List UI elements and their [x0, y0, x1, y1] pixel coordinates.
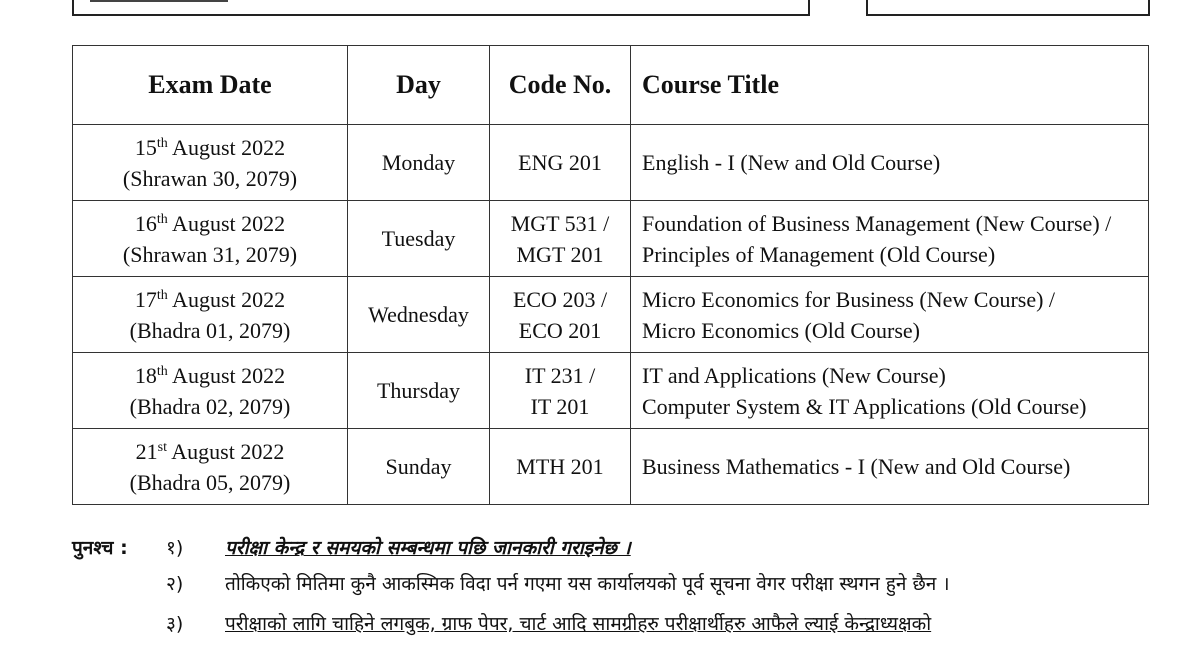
date-day: 15	[134, 134, 157, 160]
exam-date-english	[73, 436, 347, 467]
note-item	[72, 570, 1172, 606]
header-code-no: Code No.	[490, 46, 631, 125]
date-month-year: August 2022	[166, 438, 285, 464]
code-line: MGT 201	[516, 241, 604, 267]
exam-date-english	[73, 132, 347, 163]
course-title-line: Micro Economics for Business (New Course) /	[642, 286, 1056, 312]
note-text: परीक्षाको लागि चाहिने लगबुक, ग्राफ पेपर, चार्ट आदि सामग्रीहरु परीक्षार्थीहरु आफैले ल्याई केन्द्राध्यक्षको	[225, 613, 932, 635]
code-line: ECO 203 /	[512, 286, 608, 312]
course-title-line: English - I (New and Old Course)	[642, 150, 941, 175]
cell-course-title	[631, 125, 1149, 201]
exam-date-english	[73, 360, 347, 391]
code-line: IT 231 /	[524, 362, 596, 388]
cell-day: Tuesday	[348, 201, 490, 277]
cell-day: Monday	[348, 125, 490, 201]
date-ordinal-suffix: st	[157, 439, 167, 455]
date-month-year: August 2022	[167, 362, 286, 388]
cell-course-title	[631, 353, 1149, 429]
course-title-line: Computer System & IT Applications (Old Course)	[642, 393, 1087, 419]
date-ordinal-suffix: th	[156, 287, 168, 303]
exam-date-nepali: (Shrawan 30, 2079)	[122, 165, 298, 191]
header-course-title: Course Title	[631, 46, 1149, 125]
code-line: MTH 201	[516, 454, 604, 479]
cell-code-no	[490, 201, 631, 277]
cell-exam-date	[73, 201, 348, 277]
note-text: तोकिएको मितिमा कुनै आकस्मिक विदा पर्न गएमा यस कार्यालयको पूर्व सूचना वेगर परीक्षा स्थगन हुने छैन ।	[225, 573, 950, 595]
date-ordinal-suffix: th	[156, 211, 168, 227]
cell-exam-date	[73, 277, 348, 353]
exam-date-nepali: (Bhadra 01, 2079)	[129, 317, 291, 343]
date-ordinal-suffix: th	[156, 135, 168, 151]
note-number: २)	[166, 573, 184, 595]
table-header-row	[73, 46, 1149, 125]
date-month-year: August 2022	[167, 210, 286, 236]
top-form-box-right	[866, 0, 1150, 16]
note-item	[72, 534, 1172, 570]
exam-date-english	[73, 284, 347, 315]
exam-date-nepali: (Bhadra 02, 2079)	[129, 393, 291, 419]
cell-code-no	[490, 353, 631, 429]
cell-day: Sunday	[348, 429, 490, 505]
course-title-line: Micro Economics (Old Course)	[642, 317, 920, 343]
top-form-box-left	[72, 0, 810, 16]
table-row	[73, 201, 1149, 277]
header-day: Day	[348, 46, 490, 125]
date-day: 18	[134, 362, 157, 388]
note-number: ३)	[166, 613, 184, 635]
cell-day: Thursday	[348, 353, 490, 429]
date-ordinal-suffix: th	[156, 363, 168, 379]
code-line: ENG 201	[518, 150, 602, 175]
cell-code-no	[490, 125, 631, 201]
cell-course-title	[631, 429, 1149, 505]
cell-course-title	[631, 277, 1149, 353]
date-day: 21	[135, 438, 158, 464]
course-title-line: Principles of Management (Old Course)	[642, 241, 996, 267]
cell-exam-date	[73, 353, 348, 429]
note-number: १)	[166, 537, 184, 559]
table-row	[73, 429, 1149, 505]
table-row	[73, 277, 1149, 353]
cell-course-title	[631, 201, 1149, 277]
note-text: परीक्षा केन्द्र र समयको सम्बन्धमा पछि जानकारी गराइनेछ ।	[225, 537, 631, 559]
cell-code-no	[490, 429, 631, 505]
cell-exam-date	[73, 125, 348, 201]
table-row	[73, 125, 1149, 201]
top-form-underline	[90, 0, 228, 2]
date-day: 17	[134, 286, 157, 312]
date-month-year: August 2022	[167, 134, 286, 160]
notes-label: पुनश्च :	[72, 537, 128, 559]
date-month-year: August 2022	[167, 286, 286, 312]
header-exam-date: Exam Date	[73, 46, 348, 125]
exam-schedule-table	[72, 45, 1149, 505]
date-day: 16	[134, 210, 157, 236]
course-title-line: Foundation of Business Management (New Course) /	[642, 210, 1112, 236]
cell-code-no	[490, 277, 631, 353]
note-item	[72, 610, 1172, 646]
cell-exam-date	[73, 429, 348, 505]
table-row	[73, 353, 1149, 429]
exam-date-nepali: (Bhadra 05, 2079)	[129, 469, 291, 495]
code-line: ECO 201	[518, 317, 602, 343]
code-line: IT 201	[530, 393, 590, 419]
exam-date-nepali: (Shrawan 31, 2079)	[122, 241, 298, 267]
course-title-line: IT and Applications (New Course)	[642, 362, 946, 388]
cell-day: Wednesday	[348, 277, 490, 353]
course-title-line: Business Mathematics - I (New and Old Course)	[642, 454, 1071, 479]
exam-date-english	[73, 208, 347, 239]
code-line: MGT 531 /	[510, 210, 610, 236]
